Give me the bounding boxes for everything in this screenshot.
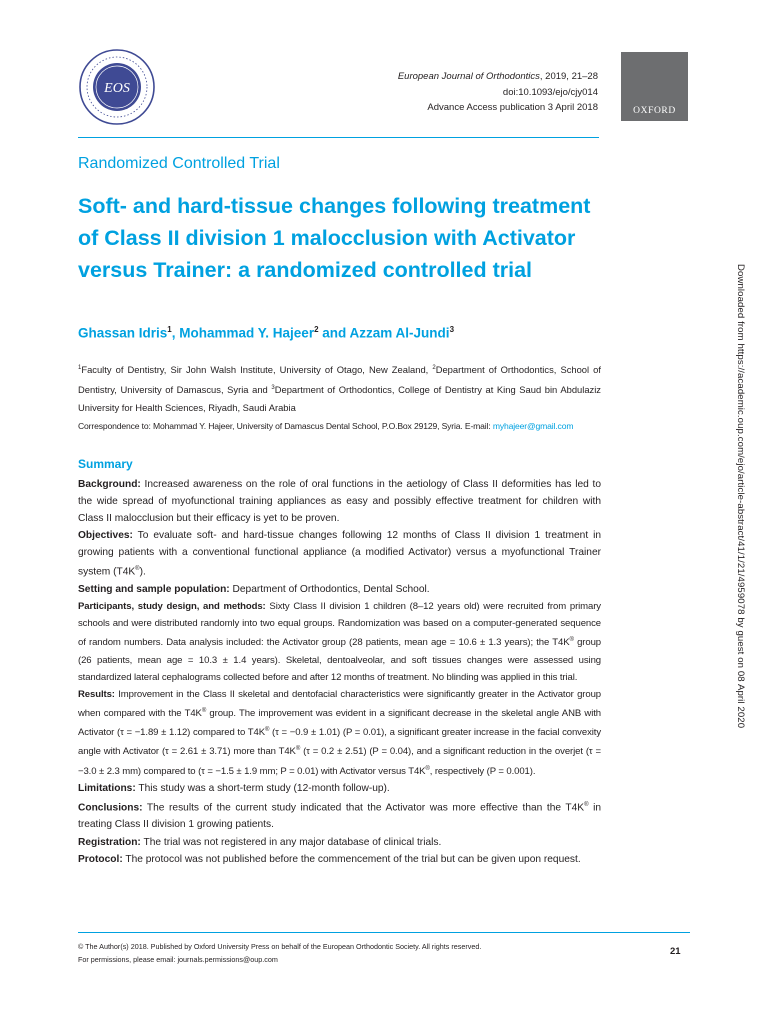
summary-protocol (78, 851, 601, 868)
author-separator: , (171, 325, 180, 341)
section-text: group. The improvement was evident in a significant decrease in the skeletal angle ANB with Activator (τ = −1.89 ± 1.12) compared to T4K (78, 707, 601, 739)
section-text: group (26 patients, mean age = 10.3 ± 1.4 years). Skeletal, dentoalveolar, and soft tissues changes were assessed using standardized lateral cephalograms collected before and after 12 months of treatment. No blinding was applied in this trial. (78, 637, 601, 683)
summary-registration (78, 834, 601, 851)
journal-volume: , 2019, 21–28 (539, 71, 598, 82)
eos-logo (78, 48, 156, 126)
permissions-text[interactable]: For permissions, please email: journals.permissions@oup.com (78, 955, 278, 964)
footer-rule (78, 932, 690, 933)
affiliation-mark: 2 (432, 365, 436, 371)
section-text: ). (139, 566, 146, 578)
section-label: Registration: (78, 836, 141, 848)
correspondence-email-link[interactable]: myhajeer@gmail.com (492, 421, 574, 431)
section-label: Setting and sample population: (78, 583, 230, 595)
registered-mark: ® (584, 801, 589, 808)
copyright-text: © The Author(s) 2018. Published by Oxford University Press on behalf of the European Orthodontic Society. All rights reserved. (78, 942, 482, 951)
summary-setting (78, 581, 601, 598)
summary-heading: Summary (78, 457, 133, 471)
section-text: The protocol was not published before the commencement of the trial but can be given upon request. (122, 853, 581, 865)
oxford-logo (621, 52, 688, 121)
section-text: (τ = −0.9 ± 1.01) (P = 0.01), a significant greater increase in the facial convexity angle with Activator (τ = 2.61 ± 3.71) more than T4K (78, 727, 601, 758)
advance-access: Advance Access publication 3 April 2018 (427, 102, 598, 113)
registered-mark: ® (425, 765, 430, 772)
section-label: Limitations: (78, 782, 136, 794)
registered-mark: ® (264, 727, 270, 734)
publisher-name: OXFORD (633, 106, 676, 116)
affiliation-mark: 3 (271, 385, 275, 392)
page-number: 21 (670, 946, 681, 957)
registered-mark: ® (295, 746, 301, 753)
author-name[interactable]: Ghassan Idris (78, 325, 168, 341)
author-affiliation-mark: 1 (167, 325, 172, 334)
affiliation: Faculty of Dentistry, Sir John Walsh Institute, University of Otago, New Zealand, (81, 364, 433, 376)
section-text: Increased awareness on the role of oral functions in the aetiology of Class II deformities has led to the wide spread of myofunctional training appliances as easy and possibly effective treatment for children with Class II malocclusion but their efficacy is yet to be proven. (78, 479, 601, 525)
section-label: Objectives: (78, 530, 133, 542)
summary-limitations (78, 780, 601, 797)
summary-background (78, 476, 601, 527)
section-text: The results of the current study indicated that the Activator was more effective than the T4K (142, 802, 585, 814)
article-type: Randomized Controlled Trial (78, 155, 280, 172)
section-text: , respectively (P = 0.001). (429, 765, 536, 777)
correspondence-text: Correspondence to: Mohammad Y. Hajeer, University of Damascus Dental School, P.O.Box 29129, Syria. E-mail: (78, 421, 493, 431)
header-rule (78, 137, 599, 138)
author-separator: and (318, 325, 350, 341)
author-list (78, 325, 454, 341)
section-label: Protocol: (78, 853, 123, 865)
author-name[interactable]: Mohammad Y. Hajeer (179, 325, 315, 341)
affiliation-mark: 1 (78, 365, 82, 371)
section-text: Sixty Class II division 1 children (8–12 years old) were recruited from primary schools and were distributed randomly into two equal groups. Randomization was based on a computer-generated sequence of random numbers. Data analysis included: the Activator group (28 patients, mean age = 10.6 ± 1.3 years); the T4K (78, 601, 601, 649)
doi[interactable]: doi:10.1093/ejo/cjy014 (502, 86, 598, 98)
copyright-notice (78, 940, 481, 966)
summary-conclusions (78, 797, 601, 834)
registered-mark: ® (201, 707, 207, 714)
registered-mark: ® (135, 566, 140, 573)
author-name[interactable]: Azzam Al-Jundi (349, 325, 450, 341)
author-affiliation-mark: 3 (449, 325, 455, 334)
section-label: Background: (78, 479, 141, 490)
section-text: in treating Class II division 1 growing patients. (78, 802, 602, 831)
section-text: Improvement in the Class II skeletal and dentofacial characteristics were significantly greater in the Activator group when compared with the T4K (78, 688, 601, 719)
summary-results (78, 686, 601, 780)
section-text: The trial was not registered in any major database of clinical trials. (140, 836, 442, 848)
affiliation: Department of Orthodontics, College of Dentistry at King Saud bin Abdulaziz University for Health Sciences, Riyadh, Saudi Arabia (78, 384, 601, 414)
section-text: To evaluate soft- and hard-tissue changes following 12 months of Class II division 1 treatment in growing patients with a conventional functional appliance (a modified Activator) versus a myofunctional Trainer system (T4K (78, 530, 601, 578)
download-watermark: Downloaded from https://academic.oup.com/ejo/article-abstract/41/1/21/4959078 by guest on 08 April 2020 (735, 264, 746, 729)
section-label: Results: (78, 688, 115, 700)
registered-mark: ® (569, 637, 574, 644)
section-text: This study was a short-term study (12-month follow-up). (135, 782, 390, 794)
summary-participants (78, 598, 601, 686)
correspondence (78, 421, 573, 431)
section-text: Department of Orthodontics, Dental School. (229, 583, 430, 595)
journal-info (398, 69, 598, 116)
summary-objectives (78, 527, 601, 581)
section-label: Participants, study design, and methods: (78, 601, 266, 613)
affiliation: Department of Orthodontics, School of Dentistry, University of Damascus, Syria and (78, 364, 601, 396)
logo-text: EOS (104, 81, 130, 96)
author-affiliation-mark: 2 (314, 325, 319, 334)
summary (78, 476, 601, 868)
journal-name: European Journal of Orthodontics (397, 71, 540, 82)
section-label: Conclusions: (78, 802, 143, 814)
affiliations (78, 359, 601, 417)
article-title: Soft- and hard-tissue changes following treatment of Class II division 1 malocclusion with Activator versus Trainer: a randomized controlled trial (78, 194, 591, 282)
section-text: (τ = 0.2 ± 2.51) (P = 0.04), and a significant reduction in the overjet (τ = −3.0 ± 2.3 mm) compared to (τ = −1.5 ± 1.9 mm; P = 0.01) with Activator versus T4K (78, 746, 601, 777)
